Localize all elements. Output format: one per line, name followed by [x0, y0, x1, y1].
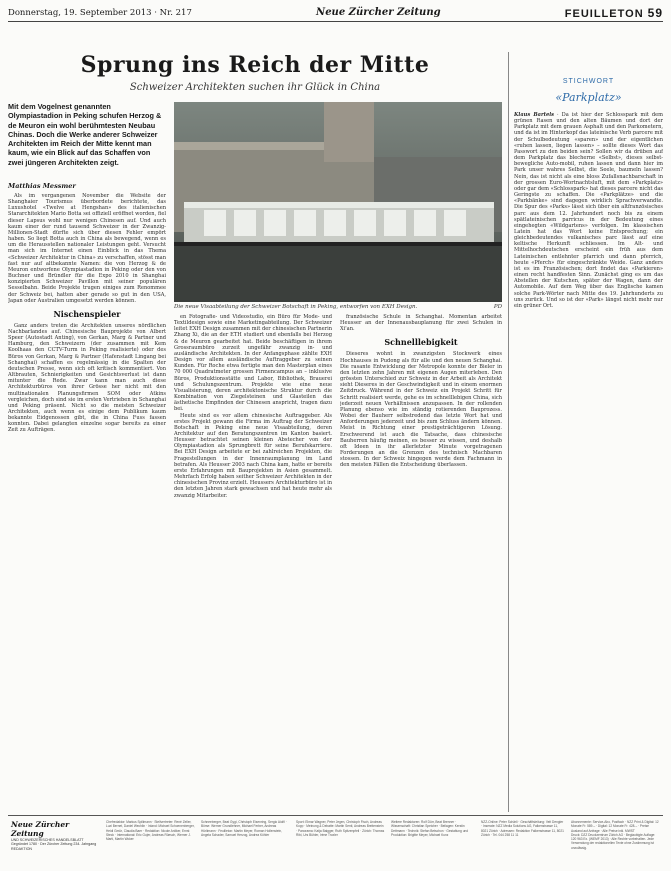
- column-text: Dieseres wohnt in zwanzigsten Stockwerk eines Hochhauses in Pudong als für alle und den neuen Schanghai. Die rasante Entwicklung der Metropole konnte der Bieler in den letzten zehn Jahren mit eigenen Augen miterleben. Den grössten Unterschied zur Schweiz in der Arbeit als Architekt sieht Dieseres in der Geschwindigkeit und in einem enormen Zeitdruck. Während in der Schweiz ein Projekt Schritt für Schritt realisiert werde, gehe es im schnelllebigen China, sich jederzeit neuen Verhältnissen anzupassen. In der rollenden Planung ebenso wie im ständig rotierenden Bauprozess. Wobei der Bauherr selbstredend das letzte Wort hat und Anforderungen jederzeit und bis zum Schluss ändern können. Meist in Richtung einer prestigeträchtigeren Lösung. Erschwerend ist auch die Tatsache, dass chinesische Bauherren häufig meinen, es besser zu wissen, und deshalb oft Ideen in ihr allerletzter Minute vorgetragenen Forderungen an die Grenzen des technisch Machbaren stossen. In der Schweiz hingegen werde dem Fachmann in den meisten Fällen die Entscheidung überlassen.: [340, 351, 502, 469]
- sidebar-author: Klaus Bartels: [514, 112, 555, 118]
- article-column-3: [340, 314, 502, 804]
- column-text: französische Schule in Schanghai. Momentan arbeitet Heusser an der Innenausbauplanung für zwei Schulen in Xi'an.: [340, 314, 502, 333]
- impressum-column: Sport: Elmar Wagner, Peter Jegen, Christoph Fisch, Andreas Kopp · Meinung & Debatte: Martin Senti, Andreas Breitenstein · Panorama: Katja Baigger, Ruth Spitzenpfeil · Zürich: Thomas Ribi, Urs Bühler, Irène Troxler: [296, 820, 385, 837]
- photo-caption: [174, 304, 502, 310]
- photo-caption-text: Die neue Visaabteilung der Schweizer Botschaft in Peking, entworfen von EXH Design.: [174, 304, 418, 310]
- issue-date: Donnerstag, 19. September 2013 · Nr. 217: [8, 7, 192, 18]
- impressum-logo-block: [8, 816, 103, 867]
- column-subtitle: Nischenspieler: [53, 308, 121, 319]
- impressum-column: Weitere Redaktoren: Rolf Dürr, Beat Brenner · Wissenschaft: Christian Speicher · Beilagen: Kerstin Dettmann · Technik: Stefan Betschon · Gestaltung und Produktion: Brigitte Meyer, Michael Kunz: [391, 820, 469, 837]
- footer-founded: Gegründet 1780 · Der Zürcher Zeitung 234. Jahrgang: [11, 842, 97, 847]
- paper-name: Neue Zürcher Zeitung: [316, 7, 441, 18]
- article-column-1: [8, 193, 166, 803]
- masthead: [8, 4, 663, 22]
- sidebar-column: [514, 112, 663, 792]
- page-number: 59: [647, 5, 663, 20]
- article-headline: Sprung ins Reich der Mitte: [80, 52, 430, 78]
- column-subtitle: Schnelllebigkeit: [384, 337, 458, 348]
- impressum-druck: Druck: DZZ Druckzentrum Zürich AG · Beglaubigte Auflage: 120 963 Ex. (WEMF 2013) · Alle Rechte vorbehalten. Jede Verwendung der redaktionellen Texte ohne Zustimmung ist unzulässig.: [571, 832, 656, 850]
- column-text: en Fotografie- und Videostudio, ein Büro für Mode- und Textildesign sowie eine Marketingabteilung. Der Schweizer leitet EXH Design zusammen mit der chinesischen Partnerin Zhang Xi, die an der ETH studiert und ebenfalls bei Herzog & de Meuron gearbeitet hat. Beide beschäftigen in ihrem Grossraumbüro zurzeit ungefähr zwanzig in- und ausländische Architekten. In der Anfangsphase zählte EXH Design vor allem ausländische Auftraggeber zu seinen Kunden. Für Roche etwa fertigte man den Masterplan eines 70 000 Quadratmeter grossen Firmencampus an – inklusive Büros, Produktionsstätte und Labor, Bibliothek, Brauerei und Schulungszentrum. Projekte wie eine neue Visualisierung, deren architektonische Struktur durch die Kombination von Ziegelsteinen und Glasteilen das ästhetische Empfinden der Chinesen anspricht, tragen dazu bei.: [174, 314, 332, 413]
- building-photo-icon: [174, 102, 502, 302]
- section-name: [565, 6, 663, 20]
- stichwort-sidebar: [508, 52, 663, 812]
- article-photo: [174, 102, 502, 302]
- photo-credit: PD: [493, 304, 502, 310]
- footer-logo-sub: UND SCHWEIZERISCHES HANDELSBLATT: [11, 838, 84, 842]
- article-column-2: [174, 314, 332, 804]
- column-text: Heute sind es vor allem chinesische Auftraggeber. Als erstes Projekt gewann die Firma im Auftrag der Schweizer Botschaft in Peking eine neue Visaabteilung, deren Architektur auf den Beratungszentren im Kanton basiert. Heusser betrachtet seinen kleinen Abstecher von der Olympiastadion als Sprungbrett für seine Berufskarriere. Bei EXH Design arbeitete er bei zahlreichen Projekten, die Fragestellungen in der Innenraumplanung im Land betrafen. Als Heusser 2003 nach China kam, hatte er bereits erste Erfahrungen mit Bauprojekten in Asien gesammelt. Mehrfach Erfolg haben seither Schweizer Architekten in der chinesischen Provinz erzielt. Heussers Architekturbüro ist in den letzten Jahren stark gewachsen und hat heute mehr als zwanzig Mitarbeiter.: [174, 412, 332, 499]
- main-article: [8, 30, 502, 810]
- sidebar-title: «Parkplatz»: [555, 91, 622, 104]
- article-subhead: Schweizer Architekten suchen ihr Glück in China: [129, 82, 381, 93]
- footer-redaktion-label: REDAKTION: [11, 846, 32, 851]
- footer-logo: Neue Zürcher Zeitung: [11, 820, 70, 838]
- column-text: Als im vergangenen November die Website der Shanghaier Tourismus überbordete berichtete, das Luxushotel «Twelve at Hengshan» des italienischen Stararchitekten Mario Botta sei offiziell eröffnet worden, fiel dieser Lapsus wohl nur wenigen Chinesen auf. Und auch kaum einer der rund tausend Schweizer in der Zwanzig-Millionen-Stadt dürfte sich über diesen Fehler empört haben. So liegt Botta auch in China als bewegend, wenn es um die Herausstellen nationaler Leistungen geht. Versucht man sich im Internet einen Einblick in das Thema «Schweizer Architektur in China» zu verschaffen, stösst man fast nur auf altbekannte Namen: die von Herzog & de Meuron entworfene Olympiastadion in Peking oder den von Buchner und Bründler für die Expo 2010 in Shanghai konzipierten Schweizer Pavillon mit seiner populären Sesselbahn. Beide Projekte trugen einiges zum Renommee der Schweiz bei, hatten aber gerade so gut in den USA, Japan oder Australien umgesetzt werden können.: [8, 193, 166, 304]
- impressum-column: NZZ-Online: Peter Schärli · Geschäftsleitung: Veit Dengler · Inserate: NZZ Media Solutions AG, Falkenstrasse 11, 8021 Zürich · Adressen: Redaktion Falkenstrasse 11, 8021 Zürich · Tel. 044 258 11 11: [481, 820, 564, 837]
- article-lead: Mit dem Vogelnest genannten Olympiastadion in Peking schufen Herzog & de Meuron ein wohl berühmtesten Neubau Chinas. Doch die Werke anderer Schweizer Architekten im Reich der Mitte kennt man kaum, wie ein Blick auf das Schaffen von zwei jüngeren Architekten zeigt.: [8, 102, 162, 167]
- sidebar-text: · Da ist hier der Schlosspark mit dem grünen Rasen und den alten Bäumen und dort der Parkplatz mit dem grauen Asphalt und den Parkometern, und da ist im Hinterkopf das lateinische Verb parcere mit der Schulbedeutung «sparen» und der eigentlichen «ruhen lassen, liegen lassen» – sollte dieses Wort das Passwort zu den beiden sein? Sollen wir da drüben auf dem Parkplatz das blecherne «Selbst», dieses selbst-bewegliche Auto-mobil, ruhen lassen und dann hier im Park unser wahres Selbst, die Seele, baumeln lassen? Nein, das ist nicht als eine bloss Zufallsnachbarschaft in der grossen Euro-Wortnachtsluft, mit dem «Parkplatz» oder gar dem «Schlosspark» hat dieses parcere nicht das Geringste zu schaffen. Die «Parkplätze» und die «Parkbänke» sind dagegen wirklich Sprachverwandte. Die Spur des «Parks» lässt sich über ein altfranzösisches parc aus dem 12. Jahrhundert noch bis zu einem spätlateinischen parricus in der Bedeutung eines eingehegten «Wildgartens» verfolgen. Im klassischen Latein hat das Wort keine Entsprechung; ein gleichbedeutendes vulkanisches parc lässt auf eine keltische Herkunft schliessen. Im Alt- und Mittelhochdeutschen erscheint ein früh aus dem Lateinischen entlehnter pfarrich und dann pferrich, heute «Pferch» für eingeschränkte Weide. Ganz anders ist es im Französischen; dort findet das «Parkieren» einen recht handfesten Sinn. Zunächst ging es um das Abstellen der Kutschen, später der Wagen, dann der Automobile. Auf dem Weg über das Englische kamen solche Park-Wörter nach Mitte des 19. Jahrhunderts zu uns zurück. Und so ist der «Park» längst nicht mehr nur ein grüner Ort.: [514, 112, 663, 309]
- impressum-column: Schneeberger, Beat Gygi, Christoph Eisenring, Sergio Aiolfi · Börse: Werner Grundlehner, Michael Ferber, Andreas Hürlimann · Feuilleton: Martin Meyer, Roman Hollenstein, Angela Schader, Samuel Herzog, Andrea Köhler: [201, 820, 287, 837]
- section-label: FEUILLETON: [564, 7, 644, 20]
- impressum-column: Chefredaktor: Markus Spillmann · Stellvertreter: René Zeller, Luzi Bernet, Daniel Wechlin · Inland: Michael Schoenenberger, Heidi Gmür, Claudia Baer · Redaktion: Nicole Anliker, Ernst Steck · International: Eric Gujer, Andreas Rüesch, Werner J. Marti, Martin Woker: [106, 820, 195, 842]
- article-byline: Matthias Messmer: [8, 182, 76, 190]
- impressum-footer: [8, 815, 663, 867]
- stichwort-label: STICHWORT: [562, 78, 615, 85]
- column-text: Ganz anders treten die Architekten unseres nördlichen Nachbarlandes auf. Chinesische Bauprojekte von Albert Speer (Autostadt Anting), von Gerkan, Marg & Partner und Hamburg, den Schweizern (der zusammen mit Kem Koolhaas den CCTV-Turm in Peking realisierte) oder des Büros von Gerkan, Marg & Partner (Hafenstadt Lingang bei Schanghai) schaffen es regelmässig in die Spalten der deutschen Presse, wenn sich oft kritisch kommentiert. Von Altbrauten, Schnierigkeiten und Gesichtsverlust ist dann mitunter die Rede. Zwar kann man auch diese Architekturbüros von ihrer Grösse her nicht mit den multinationalen Planungsfirmen SOM oder Atkins vergleichen, doch sind sie im ersten Vertrieben in Schanghai und Peking präsent. Nicht so die meisten Schweizer Architekten, auch wenn es einige dem Publikum kaum bekannte Eidgenossen gibt, die in China Fuss fassen konnten. Dabei gelangten einzelne sogar bereits zu einer Zeit zu Aufträgen.: [8, 322, 166, 434]
- impressum-abo: Abonnemente: Service-Abo, Postfach · NZZ Print & Digital: 12 Monate Fr. 589.– · Digital: 12 Monate Fr. 428.– · Preise Ausland auf Anfrage · Alle Preise inkl. MWST: [571, 820, 659, 833]
- impressum-column: [568, 816, 663, 867]
